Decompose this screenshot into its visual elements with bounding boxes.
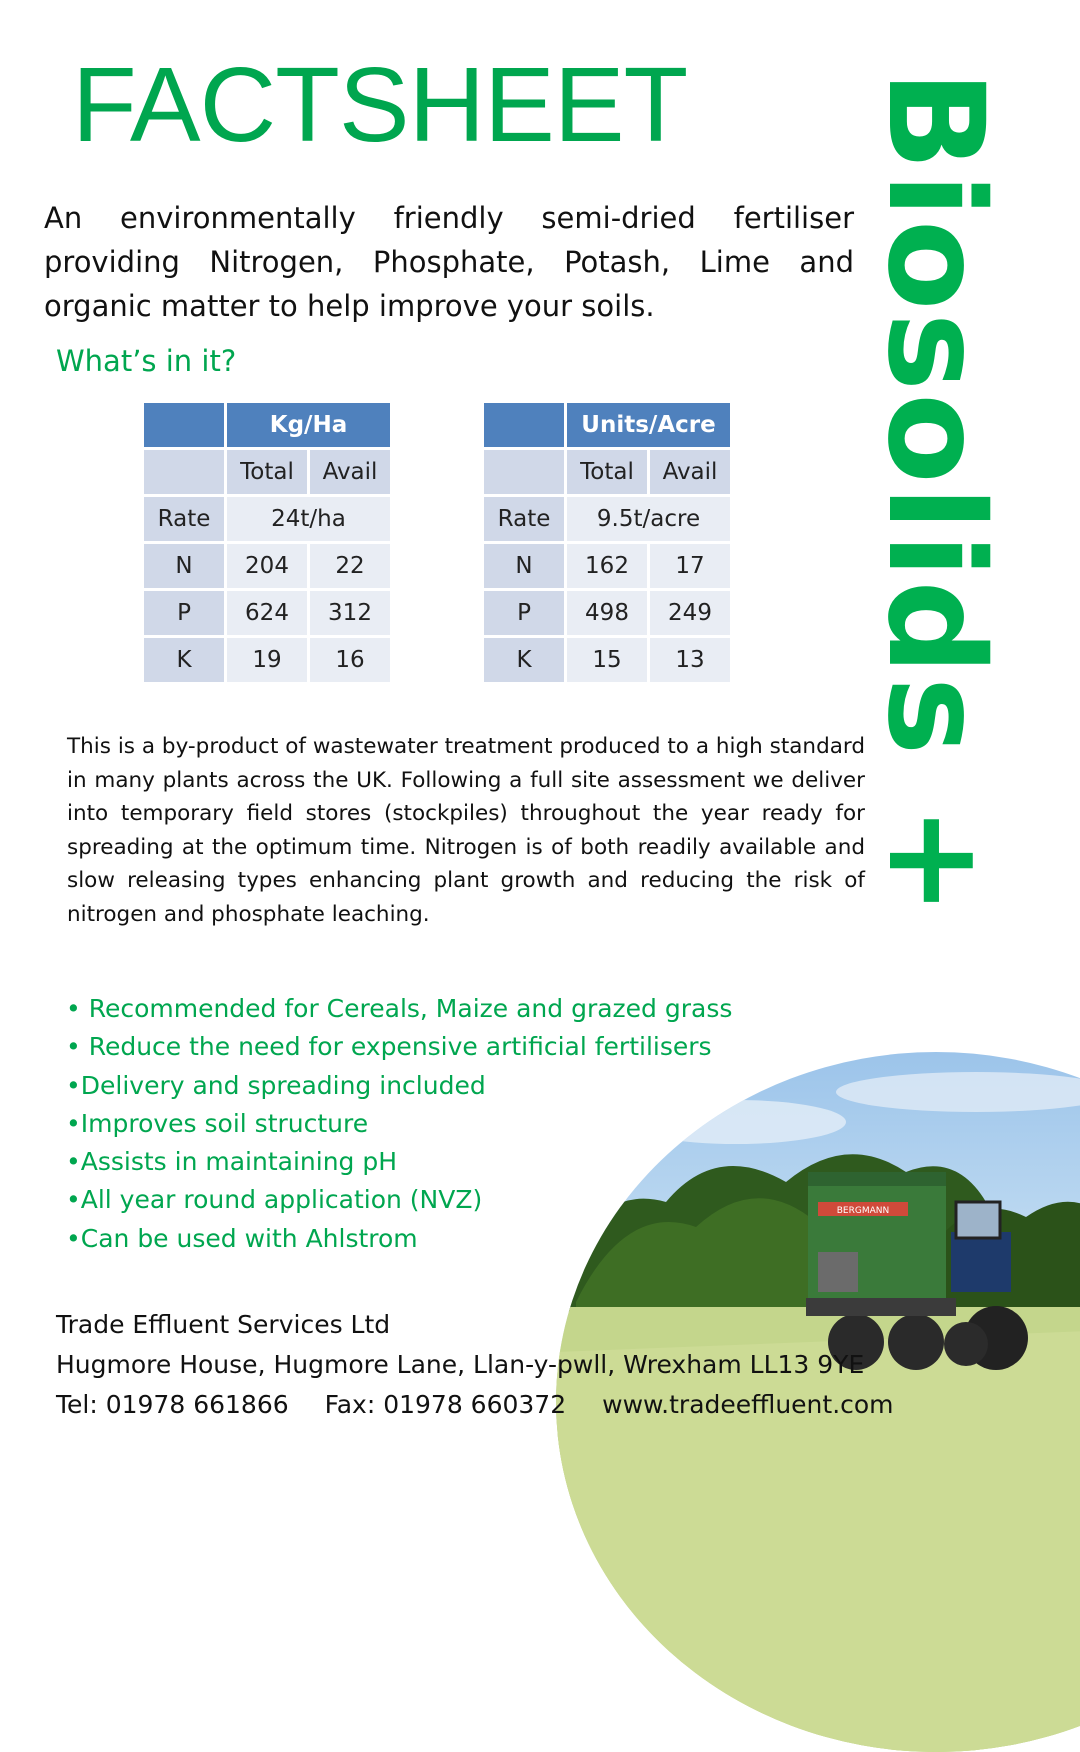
nutrient-label: P [484, 591, 564, 635]
list-item: •Delivery and spreading included [66, 1070, 486, 1100]
column-header-total: Total [227, 450, 307, 494]
rate-label: Rate [144, 497, 224, 541]
avail-value: 249 [650, 591, 730, 635]
company-name: Trade Effluent Services Ltd [56, 1310, 391, 1339]
column-header-avail: Avail [310, 450, 390, 494]
contact-line [56, 1385, 894, 1425]
telephone: Tel: 01978 661866 [56, 1390, 289, 1419]
kg-per-ha-table [141, 400, 393, 685]
total-value: 624 [227, 591, 307, 635]
description-paragraph: This is a by-product of wastewater treatment produced to a high standard in many plants across the UK. Following a full site assessment we deliver into temporary field stores (stockpiles) throughout the year ready for spreading at the optimum time. Nitrogen is of both readily available and slow releasing types enhancing plant growth and reducing the risk of nitrogen and phosphate leaching. [67, 734, 865, 927]
nutrient-label: N [144, 544, 224, 588]
biosolids-vertical-title: Biosolids + [858, 70, 1012, 918]
list-item: •Assists in maintaining pH [66, 1147, 398, 1177]
avail-value: 16 [310, 638, 390, 682]
contact-footer [56, 1305, 894, 1425]
table-corner-cell [484, 450, 564, 494]
total-value: 15 [567, 638, 647, 682]
nutrient-label: K [144, 638, 224, 682]
table-corner-cell [144, 450, 224, 494]
total-value: 162 [567, 544, 647, 588]
table-row [484, 544, 730, 588]
column-header-avail: Avail [650, 450, 730, 494]
table-row [144, 544, 390, 588]
unit-header: Kg/Ha [227, 403, 390, 447]
list-item: • Reduce the need for expensive artificial fertilisers [66, 1032, 712, 1062]
table-row [484, 638, 730, 682]
table-row [484, 591, 730, 635]
avail-value: 312 [310, 591, 390, 635]
list-item: •Can be used with Ahlstrom [66, 1223, 418, 1253]
units-per-acre-table [481, 400, 733, 685]
avail-value: 17 [650, 544, 730, 588]
total-value: 19 [227, 638, 307, 682]
company-address: Hugmore House, Hugmore Lane, Llan-y-pwll, Wrexham LL13 9YE [56, 1350, 865, 1379]
fax: Fax: 01978 660372 [324, 1390, 567, 1419]
table-row [144, 591, 390, 635]
unit-header: Units/Acre [567, 403, 730, 447]
website-link[interactable]: www.tradeeffluent.com [602, 1390, 894, 1419]
avail-value: 22 [310, 544, 390, 588]
avail-value: 13 [650, 638, 730, 682]
nutrient-label: K [484, 638, 564, 682]
table-corner-cell [484, 403, 564, 447]
nutrient-label: P [144, 591, 224, 635]
benefits-list [66, 990, 732, 1258]
rate-value: 24t/ha [227, 497, 390, 541]
list-item: • Recommended for Cereals, Maize and grazed grass [66, 994, 733, 1023]
total-value: 498 [567, 591, 647, 635]
list-item: •Improves soil structure [66, 1108, 369, 1138]
table-corner-cell [144, 403, 224, 447]
list-item: •All year round application (NVZ) [66, 1185, 483, 1215]
factsheet-title: FACTSHEET [72, 46, 688, 164]
total-value: 204 [227, 544, 307, 588]
nutrient-label: N [484, 544, 564, 588]
table-row [144, 638, 390, 682]
trailer-label: BERGMANN [836, 1206, 890, 1216]
rate-value: 9.5t/acre [567, 497, 730, 541]
intro-paragraph: An environmentally friendly semi-dried fertiliser providing Nitrogen, Phosphate, Potash, Lime and organic matter to help improve your soils. [44, 201, 854, 323]
rate-label: Rate [484, 497, 564, 541]
column-header-total: Total [567, 450, 647, 494]
section-heading: What’s in it? [56, 344, 237, 378]
